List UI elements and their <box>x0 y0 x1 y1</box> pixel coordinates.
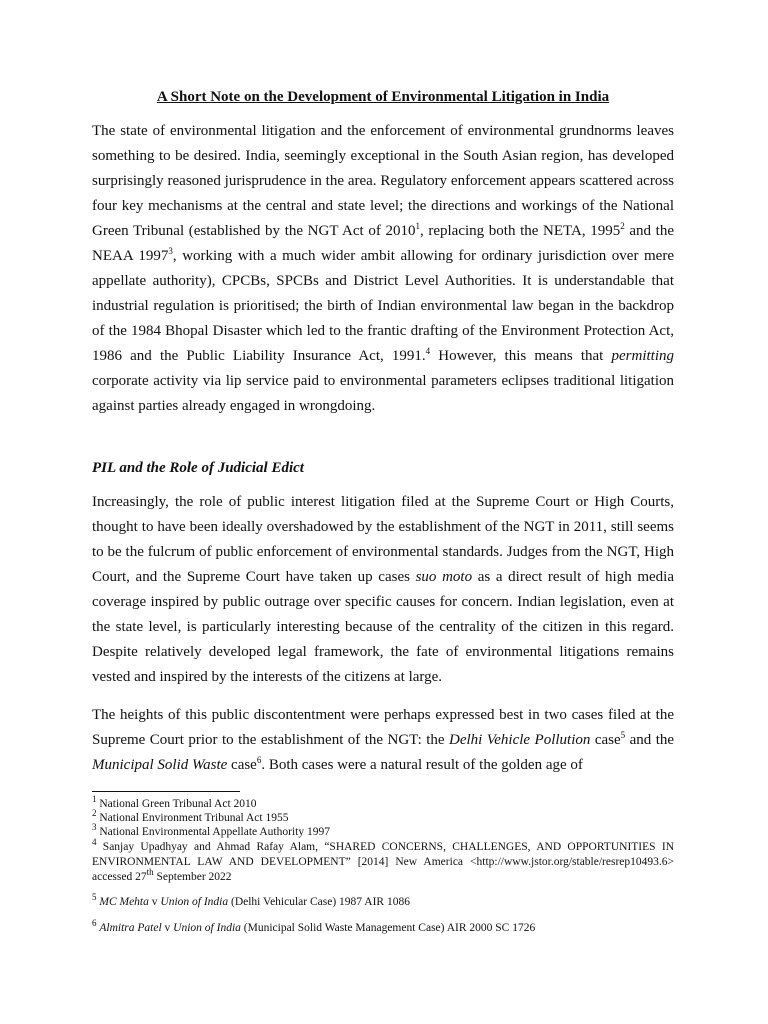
text-run: as a direct result of high media coverage inspired by public outrage over specific causes for concern. Indian legislation, even at the state level, is particularly interesting because of the centrality of the citizen in this regard. Despite relatively developed legal framework, the fate of environmental litigations remains vested and inspired by the interests of the citizens at large. <box>92 569 674 685</box>
case-name-municipal-solid-waste: Municipal Solid Waste <box>92 757 228 773</box>
footnote-number: 3 <box>92 822 97 833</box>
text-run: However, this means that <box>430 348 612 364</box>
footnote-ref-6[interactable]: 6 <box>256 755 262 765</box>
footnote-separator <box>92 791 240 792</box>
emphasis-permitting: permitting <box>611 348 674 364</box>
footnote-number: 1 <box>92 794 97 805</box>
text-run: case <box>227 757 257 773</box>
footnote-number: 6 <box>92 918 97 929</box>
footnote-ref-4[interactable]: 4 <box>425 346 431 356</box>
text-run: case <box>590 732 621 748</box>
ordinal-suffix: th <box>146 867 154 878</box>
footnote-text: (Municipal Solid Waste Management Case) AIR 2000 SC 1726 <box>240 922 536 934</box>
footnote-number: 2 <box>92 808 97 819</box>
paragraph-intro <box>92 119 674 419</box>
document-title: A Short Note on the Development of Environmental Litigation in India <box>156 89 610 105</box>
text-run: and the <box>625 732 675 748</box>
text-run: , replacing both the NETA, 1995 <box>419 223 621 239</box>
footnote-text: National Environmental Appellate Authority 1997 <box>96 826 330 838</box>
footnote-5 <box>92 892 674 910</box>
footnote-2 <box>92 808 674 826</box>
emphasis-suo-moto: suo moto <box>415 569 473 585</box>
footnote-ref-2[interactable]: 2 <box>620 221 625 231</box>
case-name-delhi-vehicle-pollution: Delhi Vehicle Pollution <box>449 732 591 748</box>
case-party: MC Mehta <box>99 896 149 908</box>
footnote-ref-1[interactable]: 1 <box>415 221 420 231</box>
footnote-4 <box>92 837 674 885</box>
text-run: , working with a much wider ambit allowing for ordinary jurisdiction over mere appellate authority), CPCBs, SPCBs and District Level Authorities. It is understandable that industrial regulation is prioritised; the birth of Indian environmental law began in the backdrop of the 1984 Bhopal Disaster which led to the frantic drafting of the Environment Protection Act, 1986 and the Public Liability Insurance Act, 1991. <box>92 248 674 364</box>
footnote-text: National Green Tribunal Act 2010 <box>96 798 257 810</box>
text-run: The state of environmental litigation and the enforcement of environmental grundnorms leaves something to be desired. India, seemingly exceptional in the South Asian region, has developed surprisingly reasoned jurisprudence in the area. Regulatory enforcement appears scattered across four key mechanisms at the central and state level; the directions and workings of the National Green Tribunal (established by the NGT Act of 2010 <box>92 123 674 239</box>
case-party: Union of India <box>160 896 229 908</box>
text-run: Increasingly, the role of public interest litigation filed at the Supreme Court or High Courts, thought to have been ideally overshadowed by the establishment of the NGT in 2011, still seems to be the fulcrum of public enforcement of environmental standards. Judges from the NGT, High Court, and the Supreme Court have taken up cases <box>92 494 674 585</box>
footnote-text: (Delhi Vehicular Case) 1987 AIR 1086 <box>228 896 410 908</box>
footnote-6 <box>92 918 674 936</box>
text-run: corporate activity via lip service paid to environmental parameters eclipses traditional litigation against parties already engaged in wrongdoing. <box>92 373 674 414</box>
section-heading: PIL and the Role of Judicial Edict <box>92 460 304 476</box>
footnote-number: 5 <box>92 892 97 903</box>
footnote-text: Sanjay Upadhyay and Ahmad Rafay Alam, “SHARED CONCERNS, CHALLENGES, AND OPPORTUNITIES IN ENVIRONMENTAL LAW AND DEVELOPMENT” [2014] New America <http://www.jstor.org/stable/resrep10493.6> accessed 27 <box>92 841 674 883</box>
footnote-ref-3[interactable]: 3 <box>168 246 173 256</box>
paragraph-cases <box>92 703 674 778</box>
text-run: v <box>148 896 161 908</box>
text-run: and the NEAA 1997 <box>92 223 674 264</box>
case-party: Almitra Patel <box>99 922 162 934</box>
footnote-text: September 2022 <box>153 871 232 883</box>
footnote-ref-5[interactable]: 5 <box>620 730 626 740</box>
text-run: v <box>161 922 174 934</box>
text-run: . Both cases were a natural result of the golden age of <box>261 757 583 773</box>
footnote-number: 4 <box>92 837 97 848</box>
footnote-3 <box>92 822 674 840</box>
paragraph-pil <box>92 490 674 690</box>
text-run: The heights of this public discontentment were perhaps expressed best in two cases filed at the Supreme Court prior to the establishment of the NGT: the <box>92 707 674 748</box>
footnote-1 <box>92 794 674 812</box>
footnote-text: National Environment Tribunal Act 1955 <box>96 812 289 824</box>
case-party: Union of India <box>173 922 241 934</box>
